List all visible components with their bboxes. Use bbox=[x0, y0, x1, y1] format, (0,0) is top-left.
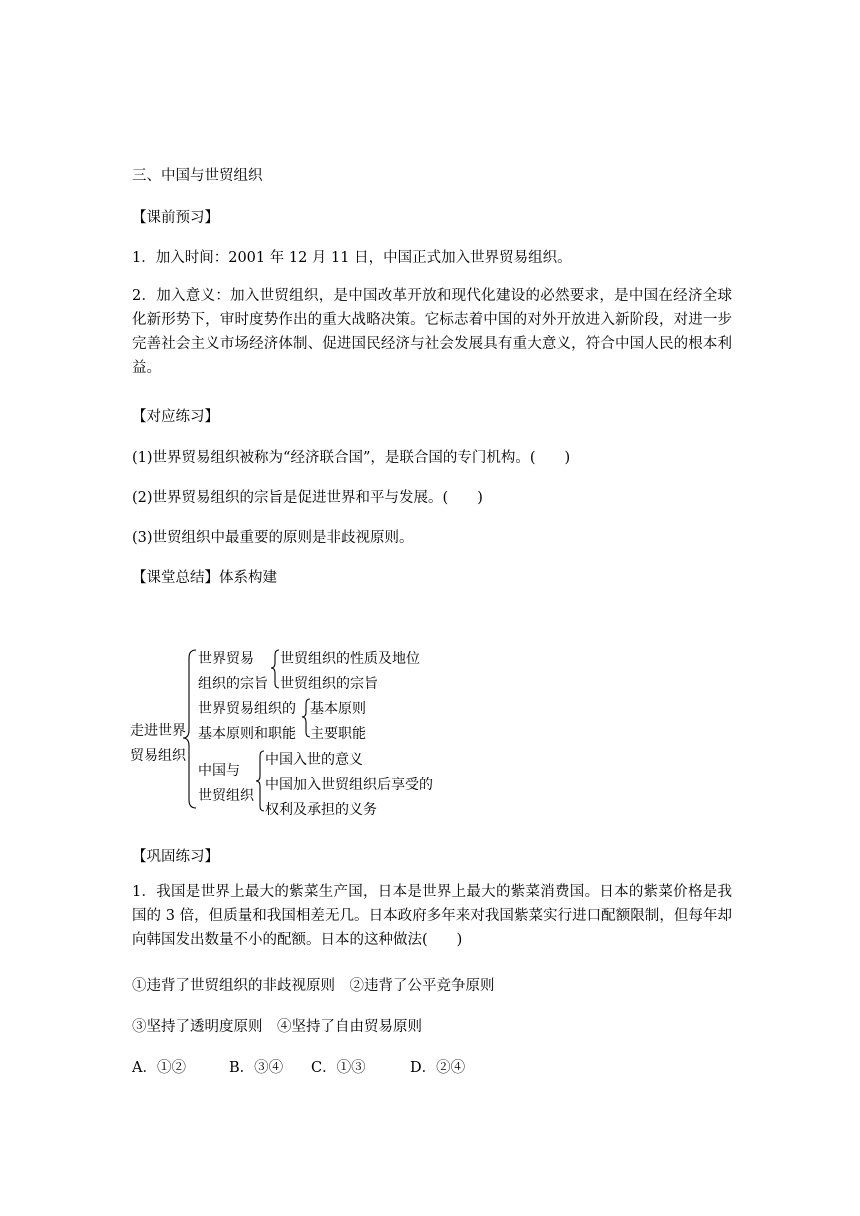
branch-1-line-2: 组织的宗旨 bbox=[198, 676, 268, 692]
branch1-brace bbox=[271, 650, 279, 688]
root-brace bbox=[183, 650, 196, 808]
branch-2-leaf-2: 主要职能 bbox=[310, 726, 366, 742]
practice-question-3: (3)世贸组织中最重要的原则是非歧视原则。 bbox=[132, 530, 414, 546]
choice-c: C．①③ bbox=[311, 1060, 366, 1076]
branch-1-leaf-1: 世贸组织的性质及地位 bbox=[280, 651, 420, 667]
practice-heading: 【对应练习】 bbox=[132, 409, 219, 425]
branch-3-leaf-3: 权利及承担的义务 bbox=[265, 802, 377, 818]
choice-a: A．①② bbox=[132, 1060, 186, 1076]
branch-1-leaf-2: 世贸组织的宗旨 bbox=[280, 676, 378, 692]
branch-3-leaf-1: 中国入世的意义 bbox=[265, 752, 363, 768]
branch-3-line-1: 中国与 bbox=[198, 763, 240, 779]
branch-1-line-1: 世界贸易 bbox=[198, 651, 254, 667]
option-line-2: ③坚持了透明度原则 ④坚持了自由贸易原则 bbox=[132, 1019, 422, 1035]
summary-heading: 【课堂总结】体系构建 bbox=[132, 570, 277, 586]
section-title: 三、中国与世贸组织 bbox=[132, 168, 263, 184]
branch-3-leaf-2: 中国加入世贸组织后享受的 bbox=[265, 777, 433, 793]
option-line-1: ①违背了世贸组织的非歧视原则 ②违背了公平竞争原则 bbox=[132, 978, 495, 994]
branch-2-line-1: 世界贸易组织的 bbox=[198, 701, 296, 717]
branch-2-leaf-1: 基本原则 bbox=[310, 701, 366, 717]
diagram-root-line-1: 走进世界 bbox=[130, 723, 186, 739]
choice-b: B．③④ bbox=[229, 1060, 284, 1076]
diagram-root-line-2: 贸易组织 bbox=[130, 748, 186, 764]
branch-3-line-2: 世贸组织 bbox=[198, 788, 254, 804]
preview-heading: 【课前预习】 bbox=[132, 210, 219, 226]
branch2-brace bbox=[302, 699, 310, 737]
consolidation-question-1: 1．我国是世界上最大的紫菜生产国，日本是世界上最大的紫菜消费国。日本的紫菜价格是我国的 3 倍，但质量和我国相差无几。日本政府多年来对我国紫菜实行进口配额限制，但每年却向韩国发出数量不小的配额。日本的这种做法( ) bbox=[132, 884, 732, 948]
preview-item-1: 1．加入时间：2001 年 12 月 11 日，中国正式加入世界贸易组织。 bbox=[132, 250, 572, 266]
branch-2-line-2: 基本原则和职能 bbox=[198, 726, 296, 742]
choice-d: D．②④ bbox=[410, 1060, 466, 1076]
preview-item-2: 2．加入意义：加入世贸组织，是中国改革开放和现代化建设的必然要求，是中国在经济全球化新形势下，审时度势作出的重大战略决策。它标志着中国的对外开放进入新阶段，对进一步完善社会主义市场经济体制、促进国民经济与社会发展具有重大意义，符合中国人民的根本利益。 bbox=[132, 288, 732, 376]
practice-question-2: (2)世界贸易组织的宗旨是促进世界和平与发展。( ) bbox=[132, 490, 483, 506]
practice-question-1: (1)世界贸易组织被称为“经济联合国”，是联合国的专门机构。( ) bbox=[132, 450, 571, 466]
branch3-brace bbox=[256, 751, 264, 811]
consolidation-heading: 【巩固练习】 bbox=[132, 849, 219, 865]
